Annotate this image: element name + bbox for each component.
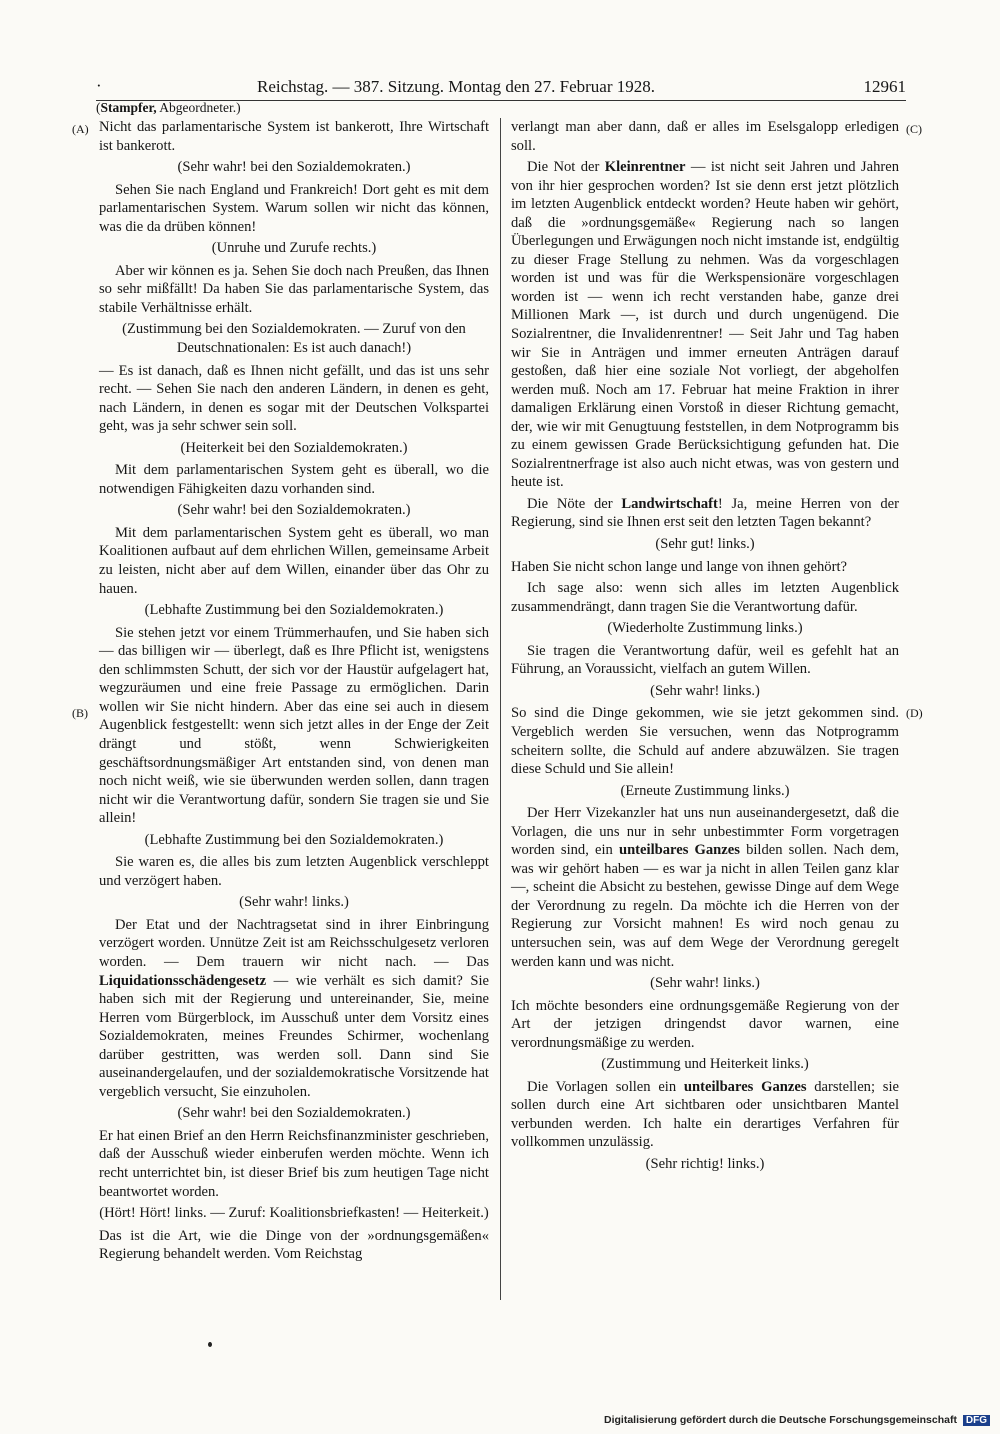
- interjection: (Sehr wahr! bei den Sozialdemokraten.): [177, 159, 411, 176]
- speech-paragraph: Nicht das parlamentarische System ist bankerott, Ihre Wirtschaft ist bankerott.: [99, 119, 489, 154]
- left-column: [99, 118, 489, 1267]
- interjection: (Sehr gut! links.): [655, 536, 755, 553]
- header-title: Reichstag. — 387. Sitzung. Montag den 27. Februar 1928.: [256, 77, 656, 96]
- interjection: (Heiterkeit bei den Sozialdemokraten.): [180, 439, 408, 456]
- speech-paragraph: — Es ist danach, daß es Ihnen nicht gefällt, und das ist uns sehr recht. — Sehen Sie nach den anderen Ländern, in denen es geht, nach Ländern, in denen es sogar mit der Deutschen Volkspartei geht, was ja sehr schwer sein soll.: [99, 362, 489, 435]
- emphasized-term: Landwirtschaft: [621, 495, 718, 512]
- speech-paragraph: Sie waren es, die alles bis zum letzten Augenblick verschleppt und verzögert haben.: [99, 854, 489, 889]
- margin-mark-d: (D): [906, 706, 923, 720]
- speech-paragraph: verlangt man aber dann, daß er alles im Eselsgalopp erledigen soll.: [511, 119, 899, 154]
- emphasized-term: Liquidationsschädengesetz: [99, 972, 267, 989]
- interjection: (Erneute Zustimmung links.): [620, 782, 790, 799]
- print-speck: [208, 1342, 212, 1347]
- digitization-footer: [604, 1414, 990, 1426]
- speech-paragraph: So sind die Dinge gekommen, wie sie jetzt gekommen sind. Vergeblich werden Sie versuchen, wenn das Notprogramm scheitern sollte, die Schuld auf andere abzuwälzen. Sie tragen diese Schuld und Sie allein!: [511, 705, 899, 778]
- interjection: (Lebhafte Zustimmung bei den Sozialdemokraten.): [144, 602, 444, 619]
- speech-paragraph: Mit dem parlamentarischen System geht es überall, wo die notwendigen Fähigkeiten dazu vorhanden sind.: [99, 462, 489, 497]
- speech-paragraph: Haben Sie nicht schon lange und lange von ihnen gehört?: [511, 558, 847, 575]
- margin-mark-a: (A): [72, 122, 89, 136]
- speech-paragraph: Der Herr Vizekanzler hat uns nun auseinandergesetzt, daß die Vorlagen, die uns nur in sehr unbestimmter Form vorgetragen worden sind, ein unteilbares Ganzes bilden sollen. Nach dem, was wir gehört haben — es war ja nicht in allen Teilen ganz klar —, scheint die Absicht zu bestehen, gewisse Dinge auf dem Wege der Verordnung zu regeln. Da möchte ich die Herren von der Regierung zur Vorsicht mahnen! Es wird noch genau zu untersuchen sein, was auf dem Wege der Verordnung geregelt werden kann und was nicht.: [511, 805, 899, 970]
- speech-paragraph: Die Vorlagen sollen ein unteilbares Ganzes darstellen; sie sollen durch eine Art sichtbaren oder unsichtbaren Mantel verbunden werden. Ich halte ein derartiges Verfahren für vollkommen unzulässig.: [511, 1078, 899, 1151]
- interjection: (Lebhafte Zustimmung bei den Sozialdemokraten.): [144, 831, 444, 848]
- interjection: (Sehr wahr! bei den Sozialdemokraten.): [177, 1105, 411, 1122]
- interjection: (Zustimmung bei den Sozialdemokraten. — Zuruf von den Deutschnationalen: Es ist auch danach!): [122, 321, 466, 357]
- speech-paragraph: Die Nöte der Landwirtschaft! Ja, meine Herren von der Regierung, sind sie Ihnen erst seit den letzten Tagen bekannt?: [511, 495, 899, 531]
- speech-paragraph: Die Not der Kleinrentner — ist nicht seit Jahren und Jahren von ihr hier gesprochen worden? Ist sie denn erst jetzt plötzlich im letzten Augenblick entdeckt worden? Heute haben wir gehört, daß die »ordnungsgemäße« Regierung nach so langen Überlegungen und Erwägungen noch nicht imstande ist, endgültig zu dieser Frage Stellung zu nehmen. Was da vorgeschlagen worden ist und was für die Werkspensionäre vorgeschlagen worden ist — wenn ich recht verstanden habe, ganze drei Millionen Mark —, ist durch und durch ungenügend. Die Sozialrentner, die Invalidenrentner! — Seit Jahr und Tag haben wir Sie in Anträgen und immer erneuten Anträgen darauf gestoßen, daß hier eine soziale Not vorliegt, der abgeholfen werden muß. Noch am 17. Februar hat meine Fraktion in ihrer damaligen Erklärung einen Vorstoß in dieser Richtung gemacht, der, wie wir mit Genugtuung feststellen, in dem Notprogramm bis zu einem gewissen Grade Berücksichtigung gefunden hat. Die Sozialrentnerfrage ist also auch nicht etwas, was von gestern und heute ist.: [511, 159, 900, 491]
- speech-paragraph: Mit dem parlamentarischen System geht es überall, wo man Koalitionen aufbaut auf dem ehrlichen Willen, gemeinsame Arbeit zu leisten, nicht aber auf dem Willen, einander über das Ohr zu hauen.: [99, 524, 489, 597]
- interjection: (Hört! Hört! links. — Zuruf: Koalitionsbriefkasten! — Heiterkeit.): [99, 1205, 489, 1222]
- interjection: (Sehr wahr! links.): [239, 894, 349, 911]
- speech-paragraph: Das ist die Art, wie die Dinge von der »ordnungsgemäßen« Regierung behandelt werden. Vom Reichstag: [99, 1227, 489, 1263]
- right-column: [511, 118, 899, 1178]
- page-number: 12961: [863, 77, 906, 96]
- interjection: (Sehr wahr! bei den Sozialdemokraten.): [177, 502, 411, 519]
- interjection: (Unruhe und Zurufe rechts.): [211, 240, 377, 257]
- interjection: (Zustimmung und Heiterkeit links.): [601, 1056, 809, 1073]
- speech-paragraph: Sie stehen jetzt vor einem Trümmerhaufen, und Sie haben sich — das billigen wir — überlegt, daß es Ihre Pflicht ist, wenigstens den schlimmsten Schutt, der sich vor der Haustür aufgelagert hat, wegzuräumen und eine freie Passage zu ermöglichen. Darin wollen wir Sie nicht hindern. Aber das eine sei auch in diesem Augenblick festgestellt: wenn sich jetzt alles in der Enge der Zeit drängt und stößt, wenn Schwierigkeiten geschäftsordnungsmäßiger Art entstanden sind, von denen man noch nicht weiß, wie sie überwunden werden sollen, dann tragen nicht wir die Verantwortung dafür, sondern Sie tragen sie und Sie allein!: [99, 624, 489, 827]
- emphasized-term: Kleinrentner: [604, 159, 686, 176]
- speaker-name: Stampfer,: [100, 100, 157, 115]
- emphasized-term: unteilbares Ganzes: [683, 1078, 807, 1095]
- margin-mark-c: (C): [906, 122, 922, 136]
- footer-text: Digitalisierung gefördert durch die Deutsche Forschungsgemeinschaft: [604, 1414, 957, 1426]
- speaker-role: Abgeordneter.: [159, 100, 237, 115]
- running-header: [96, 74, 906, 101]
- dfg-logo: DFG: [963, 1415, 990, 1426]
- speech-paragraph: Er hat einen Brief an den Herrn Reichsfinanzminister geschrieben, daß der Ausschuß wieder einberufen werden möchte. Wenn ich recht unterrichtet bin, ist dieser Brief bis zum heutigen Tage nicht beantwortet worden.: [99, 1127, 489, 1200]
- speech-paragraph: Sie tragen die Verantwortung dafür, weil es gefehlt hat an Führung, an Voraussicht, vielfach an gutem Willen.: [511, 642, 899, 678]
- column-rule: [500, 118, 501, 1300]
- speech-paragraph: Der Etat und der Nachtragsetat sind in ihrer Einbringung verzögert worden. Unnütze Zeit ist am Reichsschulgesetz verloren worden. — Dem trauern wir nicht nach. — Das Liquidationsschädengesetz — wie verhält es sich damit? Sie haben sich mit der Regierung und untereinander, Sie, meine Herren vom Bürgerblock, im Ausschuß unter dem Vorsitz eines Sozialdemokraten, meines Freundes Schirmer, wochenlang darüber gestritten, was werden soll. Dann sind Sie auseinandergelaufen, und der sozialdemokratische Vorsitzende hat vergeblich versucht, Sie einzuholen.: [99, 916, 489, 1100]
- speech-paragraph: Sehen Sie nach England und Frankreich! Dort geht es mit dem parlamentarischen System. Warum sollen wir nicht das können, was die da drüben können!: [99, 181, 489, 235]
- interjection: (Sehr richtig! links.): [645, 1155, 765, 1172]
- emphasized-term: unteilbares Ganzes: [618, 842, 740, 859]
- margin-mark-b: (B): [72, 706, 88, 720]
- speech-paragraph: Aber wir können es ja. Sehen Sie doch nach Preußen, das Ihnen so sehr mißfällt! Da haben Sie das parlamentarische System, das stabile Verhältnisse erhält.: [99, 262, 489, 316]
- speech-paragraph: Ich möchte besonders eine ordnungsgemäße Regierung von der Art der jetzigen dringendst davor warnen, eine verordnungsmäßige zu werden.: [511, 997, 899, 1051]
- header-dot: ·: [96, 76, 102, 95]
- speech-paragraph: Ich sage also: wenn sich alles im letzten Augenblick zusammendrängt, dann tragen Sie die Verantwortung dafür.: [511, 580, 899, 615]
- interjection: (Sehr wahr! links.): [650, 682, 760, 699]
- speaker-line: (Stampfer, Abgeordneter.): [96, 100, 241, 115]
- interjection: (Sehr wahr! links.): [650, 975, 760, 992]
- interjection: (Wiederholte Zustimmung links.): [607, 620, 803, 637]
